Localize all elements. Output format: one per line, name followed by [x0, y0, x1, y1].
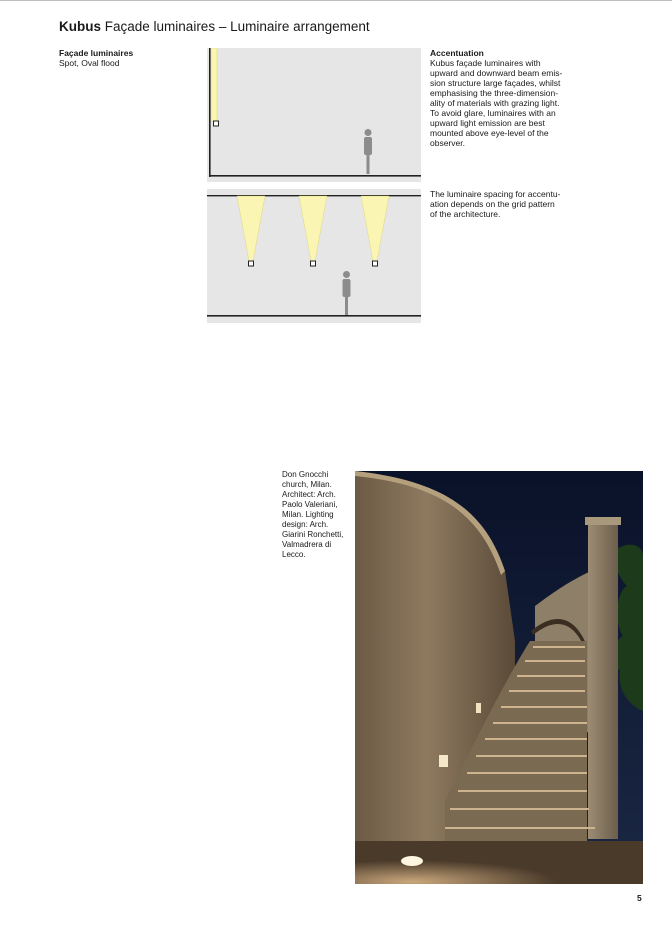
floor — [355, 841, 643, 884]
luminaire-icon — [373, 261, 378, 266]
luminaire-icon — [214, 121, 219, 126]
text-line: ality of materials with grazing light. — [430, 98, 560, 108]
text-line: observer. — [430, 138, 465, 148]
caption-line: Giarini Ronchetti, — [282, 530, 344, 539]
text-line: of the architecture. — [430, 209, 501, 219]
text-line: ation depends on the grid pattern — [430, 199, 555, 209]
section-heading: Façade luminaires — [59, 48, 134, 58]
text-line: sion structure large façades, whilst — [430, 78, 561, 88]
staircase-photo — [355, 471, 643, 884]
caption-line: church, Milan. — [282, 480, 332, 489]
wall-luminaire — [476, 703, 481, 713]
luminaire-spacing-diagram — [207, 189, 421, 323]
text-line: mounted above eye-level of the — [430, 128, 549, 138]
page-number: 5 — [637, 893, 642, 903]
caption-line: Architect: Arch. — [282, 490, 336, 499]
caption-line: design: Arch. — [282, 520, 329, 529]
top-rule — [0, 0, 672, 1]
light-beam — [211, 48, 217, 121]
luminaire-icon — [249, 261, 254, 266]
text-line: upward light emission are best — [430, 118, 545, 128]
luminaire-icon — [311, 261, 316, 266]
text-line: To avoid glare, luminaires with an — [430, 108, 556, 118]
text-line: Kubus façade luminaires with — [430, 58, 541, 68]
wall-luminaire — [439, 755, 448, 767]
spacing-text — [430, 189, 580, 219]
floor-line — [207, 315, 421, 317]
accentuation-text — [430, 48, 580, 148]
caption-line: Valmadrera di — [282, 540, 332, 549]
wall-grazing-diagram — [207, 48, 421, 182]
caption-line: Lecco. — [282, 550, 306, 559]
title-text: Façade luminaires – Luminaire arrangement — [104, 19, 370, 34]
accentuation-heading: Accentuation — [430, 48, 484, 58]
floor-line — [209, 175, 421, 177]
text-line: emphasising the three-dimension- — [430, 88, 559, 98]
floor-luminaire — [401, 856, 423, 866]
pillar — [588, 521, 618, 839]
caption-line: Milan. Lighting — [282, 510, 334, 519]
caption-line: Paolo Valeriani, — [282, 500, 338, 509]
caption-line: Don Gnocchi — [282, 470, 329, 479]
section-label — [59, 48, 133, 68]
photo-caption — [282, 470, 350, 560]
wall-line — [209, 48, 211, 177]
page-title — [59, 19, 370, 34]
diagram-background — [207, 48, 421, 182]
pillar-cap — [585, 517, 621, 525]
text-line: The luminaire spacing for accentu- — [430, 189, 561, 199]
brand-name: Kubus — [59, 19, 101, 34]
text-line: upward and downward beam emis- — [430, 68, 563, 78]
section-subheading: Spot, Oval flood — [59, 58, 120, 68]
